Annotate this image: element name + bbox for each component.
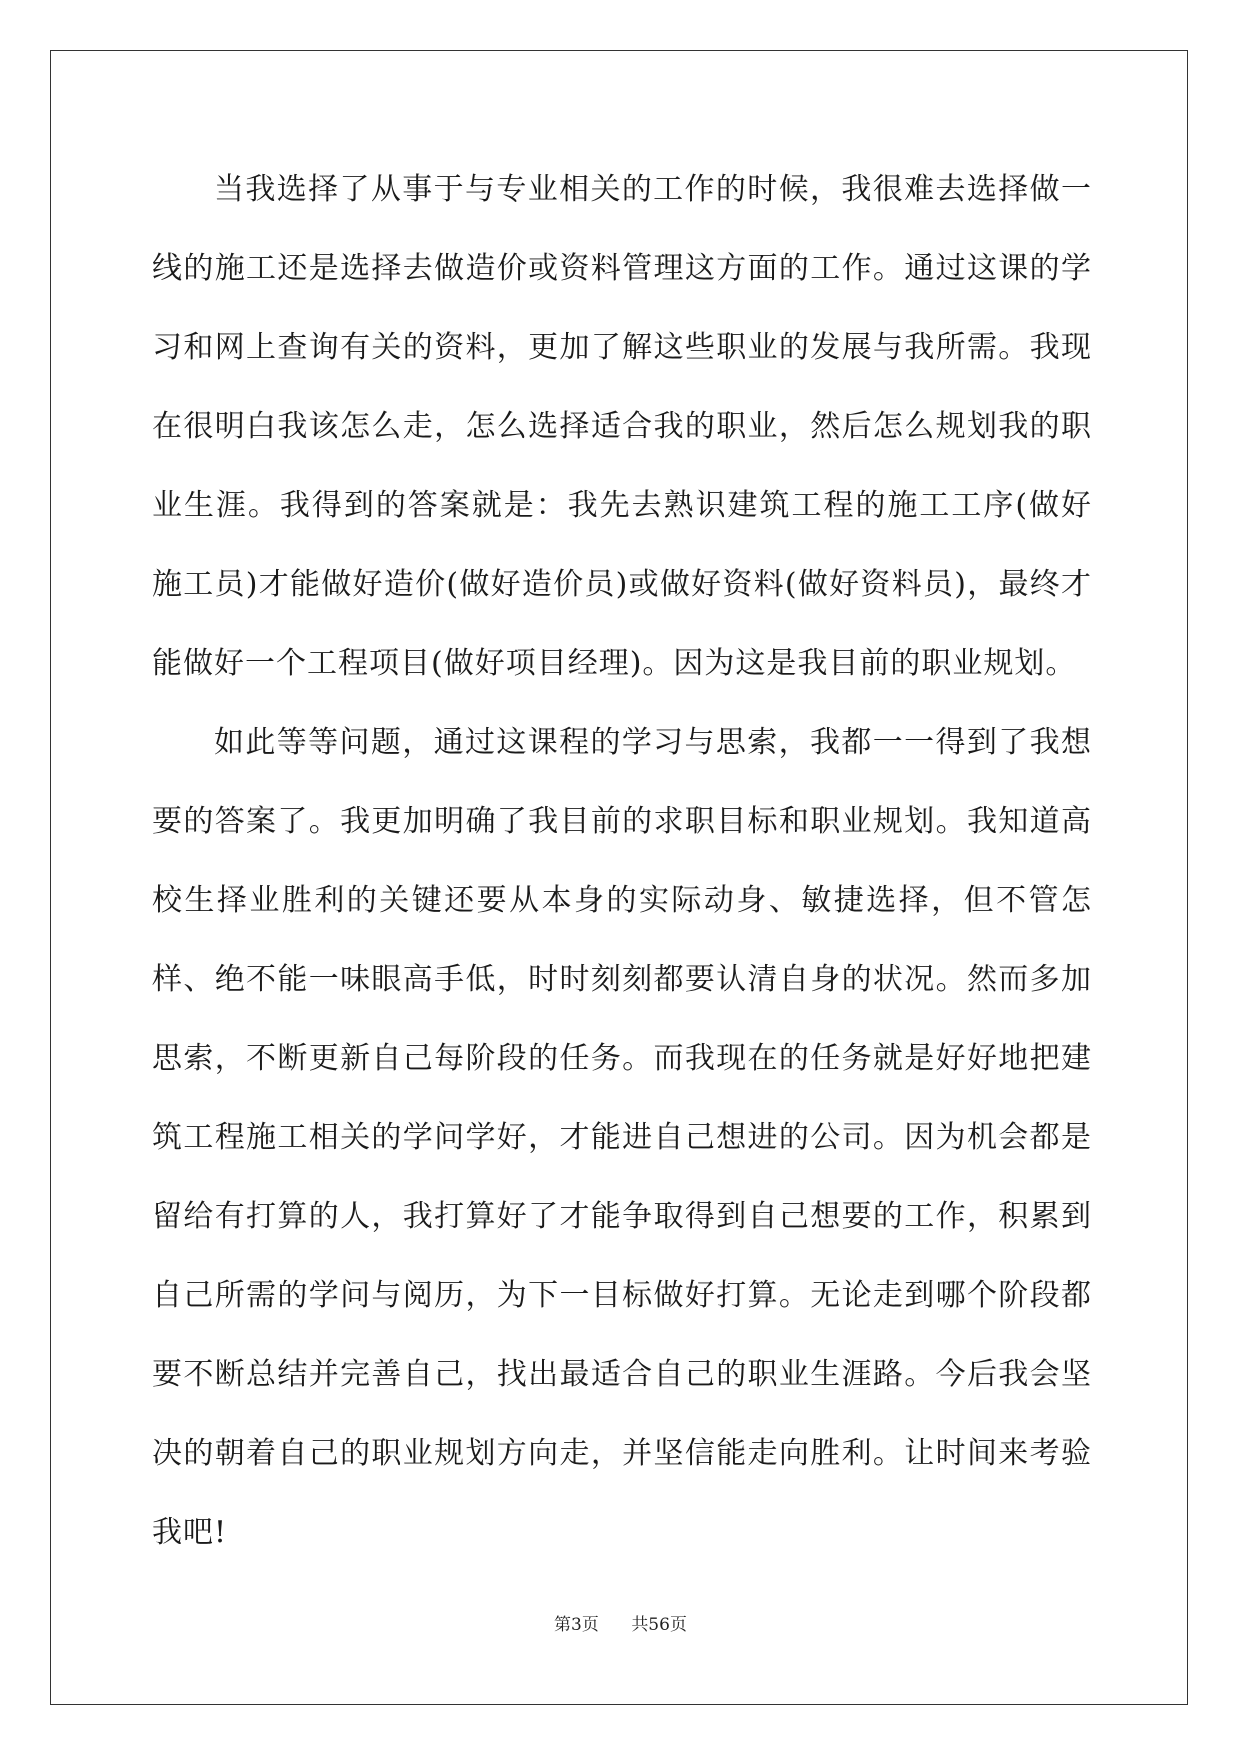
footer-spacer — [604, 1615, 626, 1635]
document-body — [152, 150, 1092, 1572]
paragraph-1: 当我选择了从事于与专业相关的工作的时候，我很难去选择做一线的施工还是选择去做造价或资料管理这方面的工作。通过这课的学习和网上查询有关的资料，更加了解这些职业的发展与我所需。我现在很明白我该怎么走，怎么选择适合我的职业，然后怎么规划我的职业生涯。我得到的答案就是：我先去熟识建筑工程的施工工序(做好施工员)才能做好造价(做好造价员)或做好资料(做好资料员)，最终才能做好一个工程项目(做好项目经理)。因为这是我目前的职业规划。 — [152, 172, 1092, 681]
page-total: 共56页 — [631, 1615, 687, 1635]
page-footer — [0, 1610, 1241, 1635]
paragraph-2: 如此等等问题，通过这课程的学习与思索，我都一一得到了我想要的答案了。我更加明确了我目前的求职目标和职业规划。我知道高校生择业胜利的关键还要从本身的实际动身、敏捷选择，但不管怎样、绝不能一味眼高手低，时时刻刻都要认清自身的状况。然而多加思索，不断更新自己每阶段的任务。而我现在的任务就是好好地把建筑工程施工相关的学问学好，才能进自己想进的公司。因为机会都是留给有打算的人，我打算好了才能争取得到自己想要的工作，积累到自己所需的学问与阅历，为下一目标做好打算。无论走到哪个阶段都要不断总结并完善自己，找出最适合自己的职业生涯路。今后我会坚决的朝着自己的职业规划方向走，并坚信能走向胜利。让时间来考验我吧! — [152, 725, 1092, 1550]
page-number: 第3页 — [554, 1615, 599, 1635]
